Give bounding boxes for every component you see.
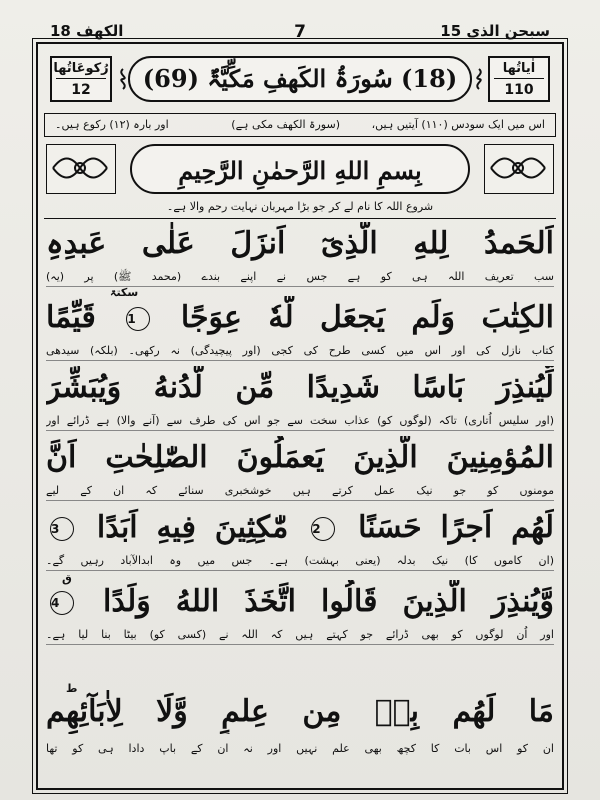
ruku-count-note: اور بارہ (۱۲) رکوع ہیں۔ <box>55 118 169 131</box>
decorative-panel <box>484 144 554 194</box>
verse-number-marker: 4 <box>50 591 74 615</box>
bismillah-cartouche <box>130 144 470 194</box>
arabic-text: مَا لَهُم بِهٖ مِن عِلمٍ وَّلَا لِاٰبَآئِهِم <box>46 694 554 729</box>
arabic-text: لِّيُنذِرَ بَاسًا شَدِيدًا مِّن لَّدُنهُ وَيُبَشِّرَ <box>46 370 554 405</box>
verse-line-6 <box>46 580 554 624</box>
running-header <box>50 22 550 44</box>
ayat-count-box <box>488 56 550 102</box>
arabic-text: لَهُم اَجرًا حَسَنًا <box>358 510 554 545</box>
arabic-text: مّٰكِثِينَ فِيهِ اَبَدًا <box>96 510 289 545</box>
translation-line-3: (اور سلیس اُتاری) تاکہ (لوگوں کو) عذاب سخت سے جو اس کی طرف سے (آنے والا) ہے ڈرائے اور <box>46 412 554 431</box>
translation-line-6: اور اُن لوگوں کو بھی ڈرائے جو کہتے ہیں کہ اللہ نے (کسی کو) بیٹا بنا لیا ہے۔ <box>46 626 554 645</box>
page-number: 7 <box>294 22 306 42</box>
surah-info-row <box>44 113 556 137</box>
verse-line-3 <box>46 366 554 410</box>
pause-mark: ط <box>66 682 78 695</box>
bismillah-band <box>44 140 556 198</box>
floral-ornament-icon <box>485 145 551 191</box>
surah-reference: الکھف 18 <box>50 22 124 40</box>
verse-number-marker: 3 <box>50 517 74 541</box>
bismillah-translation: شروع اللہ کا نام لے کر جو بڑا مہربان نہایت رحم والا ہے۔ <box>44 200 556 219</box>
verse-line-5 <box>46 506 554 550</box>
verse-line-7 <box>46 690 554 734</box>
translation-line-7: ان کو اس بات کا کچھ بھی علم نہیں اور نہ ان کے باپ دادا ہی کو تھا <box>46 742 554 755</box>
arabic-text: الكِتٰبَ وَلَم يَجعَل لَّهٗ عِوَجًا <box>180 300 554 335</box>
translation-line-4: مومنوں کو جو نیک عمل کرتے ہیں خوشخبری سنائے کہ ان کے لیے <box>46 482 554 501</box>
ruku-count-box <box>50 56 112 102</box>
arabic-text: المُؤمِنِينَ الَّذِينَ يَعمَلُونَ الصّٰلِحٰتِ اَنَّ <box>46 440 554 475</box>
juz-name: سبحن الذی 15 <box>440 22 550 40</box>
ruku-mark: ق <box>62 572 72 585</box>
ayat-count: 110 <box>494 78 544 99</box>
pause-mark: سکتۃ <box>110 286 139 299</box>
arabic-text: وَّيُنذِرَ الَّذِينَ قَالُوا اتَّخَذَ اللهُ وَلَدًا <box>103 584 554 619</box>
verse-line-1 <box>46 222 554 266</box>
revelation-note: (سورۃ الکھف مکی ہے) <box>231 118 340 131</box>
ornament-icon <box>472 68 486 90</box>
verse-count-note: اس میں ایک سودس (۱۱۰) آیتیں ہیں، <box>371 118 545 131</box>
translation-line-2: کتاب نازل کی اور اس میں کسی طرح کی کجی (اور پیچیدگی) نہ رکھی۔ (بلکہ) سیدھی <box>46 342 554 361</box>
decorative-panel <box>46 144 116 194</box>
verse-line-4 <box>46 436 554 480</box>
ayat-label: اٰیاتُھا <box>502 61 536 76</box>
surah-header <box>44 50 556 108</box>
surah-title-cartouche <box>128 56 472 102</box>
ruku-count: 12 <box>56 78 106 99</box>
verse-number-marker: 2 <box>311 517 335 541</box>
ruku-label: رُکوعَاتُھا <box>53 61 109 76</box>
arabic-text: اَلحَمدُ لِلهِ الَّذِیٓ اَنزَلَ عَلٰی عَبدِہِ <box>46 226 554 261</box>
arabic-text: قَيِّمًا <box>46 300 96 335</box>
verse-line-2 <box>46 296 554 340</box>
floral-ornament-icon <box>47 145 113 191</box>
bismillah-text: بِسمِ اللهِ الرَّحمٰنِ الرَّحِيمِ <box>178 156 422 185</box>
surah-title: (18) سُورَۃُ الکَھفِ مَکِّیَّۃٌ (69) <box>142 64 458 93</box>
translation-line-5: (ان کاموں کا) نیک بدلہ (یعنی بہشت) ہے۔ جس میں وہ ابدالآباد رہیں گے۔ <box>46 552 554 571</box>
translation-line-1: سب تعریف اللہ ہی کو ہے جس نے اپنے بندے (محمد ﷺ) پر (یہ) <box>46 268 554 287</box>
verse-number-marker: 1 <box>126 307 150 331</box>
